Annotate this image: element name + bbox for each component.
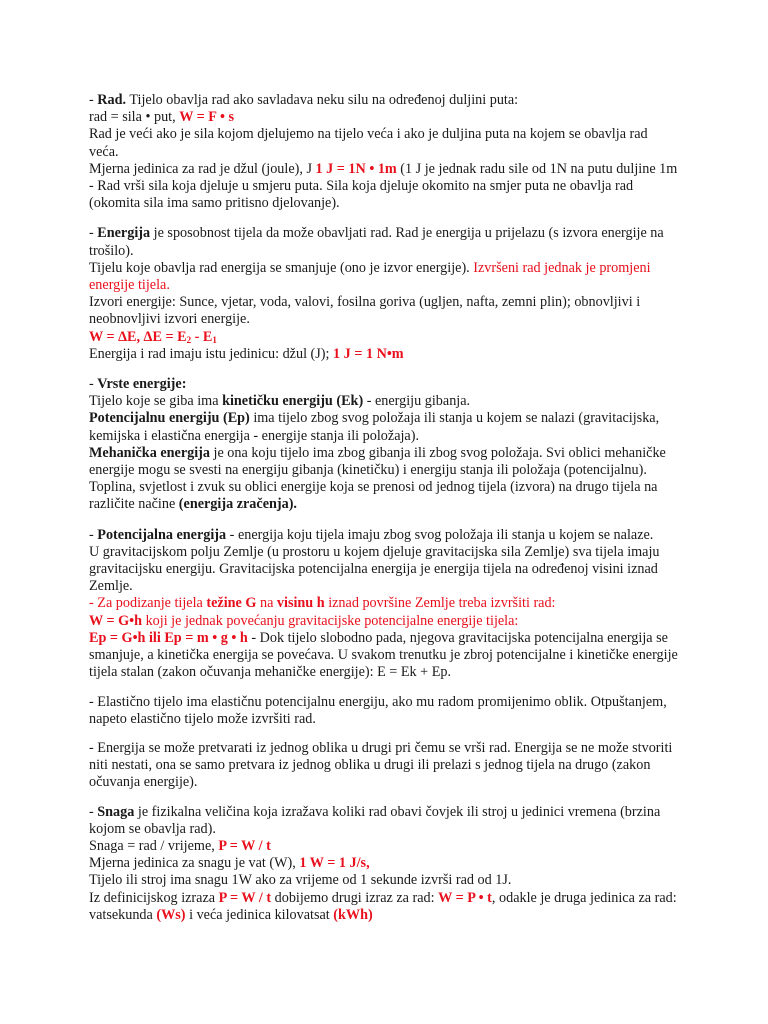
term-snaga: Snaga — [97, 803, 135, 820]
text: , odakle je druga jedinica za rad: vatsekunda — [89, 889, 677, 923]
paragraph — [89, 346, 679, 363]
text: i veća jedinica kilovatsat — [185, 906, 334, 923]
formula: W = ΔE, ΔE = E — [89, 328, 187, 345]
subscript: 1 — [212, 334, 217, 345]
text: - — [89, 803, 98, 820]
section-snaga — [89, 804, 679, 924]
text: Tijelu koje obavlja rad energija se smanjuje (ono je izvor energije). — [89, 259, 474, 276]
paragraph — [89, 479, 679, 513]
text: - — [89, 526, 98, 543]
section-energija — [89, 225, 679, 363]
text: ima tijelo zbog svog položaja ili stanja u kojem se nalazi (gravitacijska, kemijska i elastična energija - energije stanja ili položaja). — [89, 410, 660, 444]
paragraph — [89, 260, 679, 294]
text: - — [89, 225, 98, 242]
text: Energija i rad imaju istu jedinicu: džul (J); — [89, 345, 334, 362]
section-ocuvanje — [89, 740, 679, 792]
text: Iz definicijskog izraza — [89, 889, 219, 906]
text: - energiju gibanja. — [363, 393, 471, 410]
paragraph — [89, 838, 679, 855]
text: Mjerna jedinica za snagu je vat (W), — [89, 855, 300, 872]
paragraph: Rad je veći ako je sila kojom djelujemo na tijelo veća i ako je duljina puta na kojem se obavlja rad veća. — [89, 126, 648, 160]
paragraph — [89, 445, 679, 479]
highlight-line — [89, 595, 679, 612]
text: Tijelo obavlja rad ako savladava neku silu na određenoj duljini puta: — [126, 92, 519, 108]
section-elasticna — [89, 694, 679, 728]
paragraph — [89, 92, 679, 109]
formula: 1 J = 1N • 1m — [315, 160, 397, 177]
paragraph: - Rad vrši sila koja djeluje u smjeru puta. Sila koja djeluje okomito na smjer puta ne obavlja rad (okomita sila ima samo pritisno djelovanje). — [89, 178, 634, 212]
paragraph — [89, 855, 679, 872]
paragraph — [89, 527, 679, 544]
term-mehanicka: Mehanička energija — [89, 444, 210, 461]
formula: 1 W = 1 J/s — [299, 855, 367, 872]
unit: (Ws) — [156, 906, 186, 923]
term-visina: visinu h — [276, 595, 325, 612]
text: iznad površine Zemlje treba izvršiti rad: — [324, 595, 556, 612]
term-kineticka: kinetičku energiju (Ek) — [222, 393, 364, 410]
paragraph — [89, 804, 679, 838]
document-page — [89, 92, 679, 937]
term-vrste-energije: Vrste energije: — [97, 376, 187, 393]
paragraph: - Elastično tijelo ima elastičnu potencijalnu energiju, ako mu radom promijenimo oblik. Otpuštanjem, napeto elastično tijelo može izvršiti rad. — [89, 693, 667, 727]
text: Snaga = rad / vrijeme, — [89, 837, 219, 854]
text: - Za podizanje tijela — [89, 595, 207, 612]
paragraph — [89, 393, 679, 410]
text: koji je jednak povećanju gravitacijske potencijalne energije tijela: — [142, 612, 519, 629]
paragraph — [89, 376, 679, 393]
paragraph: U gravitacijskom polju Zemlje (u prostoru u kojem djeluje gravitacijska sila Zemlje) sva tijela imaju gravitacijsku energiju. Gravitacijska potencijalna energija je energija tijela na određenoj visini iznad Zemlje. — [89, 543, 660, 595]
paragraph: - Energija se može pretvarati iz jednog oblika u drugi pri čemu se vrši rad. Energija se ne može stvoriti niti nestati, ona se samo pretvara iz jednog oblika u drugi ili prelazi s jednog tijela na drugo (zakon očuvanja energije). — [89, 739, 673, 791]
formula: Ep = G•h ili Ep = m • g • h — [89, 629, 248, 646]
term-potencijalna-energija: Potencijalna energija — [97, 526, 227, 543]
formula-line — [89, 329, 679, 346]
formula: 1 J = 1 N•m — [333, 345, 404, 362]
text: - Dok tijelo slobodno pada, njegova gravitacijska potencijalna energija se smanjuje, a kinetička energija se povećava. U svakom trenutku je zbroj potencijalne i kinetičke energije tijela stalan (zakon očuvanja mehaničke energije): E = Ek + Ep. — [89, 629, 678, 681]
text: dobijemo drugi izraz za rad: — [271, 889, 439, 906]
highlight-line — [89, 613, 679, 630]
term-potencijalna: Potencijalnu energiju (Ep) — [89, 410, 250, 427]
paragraph: Izvori energije: Sunce, vjetar, voda, valovi, fosilna goriva (ugljen, nafta, zemni plin); obnovljivi i neobnovljivi izvori energije. — [89, 294, 641, 328]
paragraph — [89, 630, 679, 682]
section-potencijalna-energija — [89, 527, 679, 682]
text: je ona koju tijelo ima zbog gibanja ili zbog svog položaja. Svi oblici mehaničke energije mogu se svesti na energiju gibanja (kinetičku) i energiju stanja ili položaja (potencijalnu). — [89, 444, 666, 479]
formula: W = P • t — [438, 889, 492, 906]
formula: W = F • s — [179, 109, 235, 126]
text: - — [89, 92, 98, 108]
text: - — [89, 376, 98, 393]
highlight: Izvršeni rad jednak je promjeni energije tijela. — [89, 259, 651, 294]
subscript: 2 — [186, 334, 192, 345]
paragraph — [89, 890, 679, 924]
unit: (kWh) — [333, 906, 373, 923]
text: na — [256, 595, 277, 612]
section-rad — [89, 92, 679, 212]
paragraph — [89, 161, 679, 178]
paragraph: Tijelo ili stroj ima snagu 1W ako za vrijeme od 1 sekunde izvrši rad od 1J. — [89, 872, 512, 889]
term-tezina: težine G — [206, 595, 257, 612]
term-energija: Energija — [97, 225, 151, 242]
text: je fizikalna veličina koja izražava koliki rad obavi čovjek ili stroj u jedinici vremena (brzina kojom se obavlja rad). — [89, 803, 661, 837]
text: je sposobnost tijela da može obavljati rad. Rad je energija u prijelazu (s izvora energije na trošilo). — [89, 225, 664, 259]
text: Toplina, svjetlost i zvuk su oblici energije koja se prenosi od jednog tijela (izvora) na drugo tijela na različite načine — [89, 479, 658, 513]
term-zracenje: (energija zračenja). — [178, 496, 297, 513]
section-vrste-energije — [89, 376, 679, 514]
formula: P = W / t — [218, 889, 272, 906]
formula: P = W / t — [218, 837, 271, 854]
paragraph — [89, 225, 679, 259]
text: - energija koju tijela imaju zbog svog položaja ili stanja u kojem se nalaze. — [226, 526, 654, 543]
text: Mjerna jedinica za rad je džul (joule), J — [89, 160, 316, 177]
text: , — [366, 855, 370, 872]
text: (1 J je jednak radu sile od 1N na putu duljine 1m — [396, 160, 678, 177]
paragraph — [89, 410, 679, 444]
text: Tijelo koje se giba ima — [89, 393, 223, 410]
paragraph — [89, 109, 679, 126]
formula: - E — [191, 328, 213, 345]
term-rad: Rad. — [97, 92, 127, 108]
text: rad = sila • put, — [89, 109, 180, 126]
formula: W = G•h — [89, 612, 143, 629]
